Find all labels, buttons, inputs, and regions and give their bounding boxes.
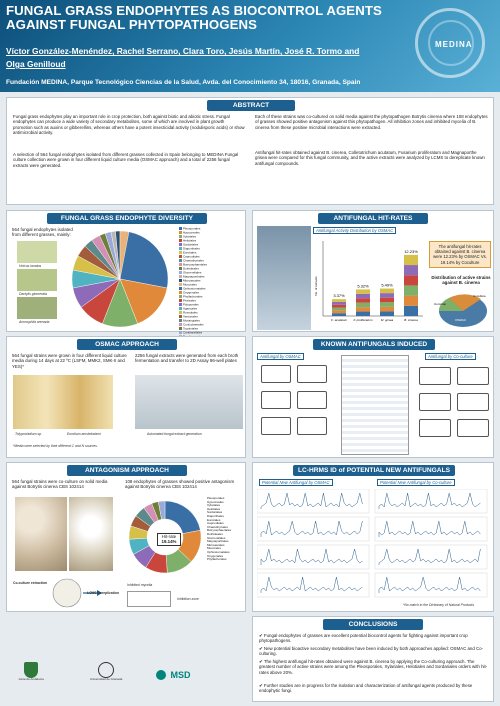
- bar-column: [332, 299, 346, 316]
- spectrum-frame: [257, 517, 369, 541]
- conclusions-title: CONCLUSIONS: [323, 619, 423, 630]
- structure-6: [297, 417, 327, 435]
- pie-label-coculture: Coculture: [473, 294, 486, 298]
- bar-segment: [404, 275, 418, 285]
- chart-title: Antifungal Activity Distribution by OSMAC: [313, 227, 396, 234]
- legend-swatch: [179, 283, 182, 286]
- spectrum-frame: [257, 489, 369, 513]
- antagonism-legend-item: Microascales: [207, 542, 225, 547]
- logo-ugr-text: Universidad de Granada: [89, 677, 123, 681]
- legend-label: Phyllachorales: [183, 294, 203, 299]
- legend-swatch: [179, 247, 182, 250]
- osmac-title: OSMAC APPROACH: [77, 339, 177, 350]
- antagonism-legend-item: Mucorales: [207, 546, 221, 551]
- bar-segment: [356, 298, 370, 302]
- legend-swatch: [179, 315, 182, 318]
- medina-logo: MEDINA: [435, 40, 473, 49]
- legend-label: Pleosporales: [183, 226, 201, 231]
- poster-header: [0, 0, 500, 92]
- structure-8: [457, 367, 489, 385]
- legend-swatch: [179, 239, 182, 242]
- pie-title: Distribution of active strains against B. cinerea: [431, 275, 491, 286]
- cap-coculture-extraction: Co-culture extraction: [13, 581, 48, 585]
- active-strains-pie: [433, 289, 491, 331]
- legend-swatch: [179, 291, 182, 294]
- logo-msd: [156, 666, 216, 684]
- bar-segment: [332, 313, 346, 316]
- bar-segment: [380, 298, 394, 303]
- bar-segment: [332, 305, 346, 308]
- footer-logos: [6, 654, 246, 702]
- legend-label: Venturiales: [183, 314, 198, 319]
- cap-inhibition-zone: Inhibition zone: [177, 597, 199, 601]
- antagonism-legend-item: Sordariales: [207, 510, 223, 515]
- bar-value-label: 5.32%: [357, 283, 369, 289]
- donut-slice: [165, 501, 200, 534]
- antagonism-legend-item: Ophiostomatales: [207, 549, 230, 554]
- hitrates-title: ANTIFUNGAL HIT-RATES: [318, 213, 428, 224]
- logo-junta: [16, 662, 46, 682]
- legend-swatch: [179, 227, 182, 230]
- spectrum-frame: [375, 573, 487, 597]
- spectrum-panel: [375, 545, 487, 569]
- legend-label: Polyporales: [183, 302, 199, 307]
- legend-swatch: [179, 299, 182, 302]
- petri-dishes-photo: [15, 497, 67, 571]
- spectrum-frame: [375, 545, 487, 569]
- bar-category-label: B. cinerea: [404, 318, 418, 322]
- bar-segment: [404, 306, 418, 316]
- legend-label: Glomerellales: [183, 270, 202, 275]
- legend-swatch: [179, 235, 182, 238]
- conclusion-4: ✔ Further studies are in progress for the isolation and characterization of antifungal agents produced by these endophytic fungi.: [259, 683, 473, 694]
- legend-swatch: [179, 255, 182, 258]
- antagonism-legend-item: Glomerellales: [207, 535, 226, 540]
- legend-swatch: [179, 263, 182, 266]
- bar-column: [356, 289, 370, 316]
- legend-label: Sordariales: [183, 242, 199, 247]
- bar-value-label: 3.37%: [333, 293, 345, 299]
- venn-heatmap: [341, 355, 409, 455]
- order-pie: [72, 231, 168, 327]
- lchrms-spectra: [257, 489, 491, 601]
- legend-label: Chaetothyriales: [183, 258, 204, 263]
- bar-segment: [356, 312, 370, 316]
- logo-ugr: [86, 662, 126, 682]
- bar-category-label: F. proliferatum: [353, 318, 373, 322]
- spectrum-panel: [257, 573, 369, 597]
- antagonism-legend-item: Botryosphaeriales: [207, 528, 232, 533]
- antagonism-p1: 564 fungal strains were co-culture on solid media against Botrytis cinerea CBS 102414: [12, 479, 108, 490]
- known-title: KNOWN ANTIFUNGALS INDUCED: [313, 339, 435, 350]
- lchrms-note: *No match in the Dictionary of Natural Products: [403, 603, 475, 607]
- institution: Fundación MEDINA, Parque Tecnológico Ciencias de la Salud, Avda. del Conocimiento 34, 18016, Granada, Spain: [6, 79, 361, 86]
- spectrum-panel: [375, 517, 487, 541]
- chart-ylabel: No. of extracts: [314, 276, 318, 296]
- bar-category-label: C. acutatum: [330, 318, 348, 322]
- bar-segment: [404, 285, 418, 295]
- legend-label: Hypocreales: [183, 230, 200, 235]
- conclusion-3-text: The highest antifungal hit-rates obtained were against B. cinerea by applying the Co-culturing approach. The greatest number of active strains were among the Pleosporales, Xylariales, Helotiales and Sordariales orders with hit-rates above 20%.: [259, 659, 488, 675]
- known-left-head: Antifungal by OSMAC: [257, 353, 304, 360]
- pie-label-common: Common: [434, 302, 447, 306]
- antagonism-legend-item: Eurotiales: [207, 517, 221, 522]
- antagonism-legend-item: Onygenales: [207, 553, 224, 558]
- osmac-section: [6, 336, 246, 458]
- antagonism-section: [6, 462, 246, 612]
- plant-caption-2: Dactylis glomerata: [19, 292, 47, 296]
- diversity-intro: 564 fungal endophytes isolated from different grasses, mainly:: [12, 227, 73, 238]
- bar-column: [404, 255, 418, 316]
- bar-segment: [380, 307, 394, 312]
- abstract-title: ABSTRACT: [207, 100, 295, 111]
- osmac-caption-1: Tolypocladium sp.: [15, 432, 43, 436]
- diversity-title: FUNGAL GRASS ENDOPHYTE DIVERSITY: [47, 213, 207, 224]
- microplate-photo: [257, 226, 311, 330]
- bar-segment: [380, 293, 394, 298]
- pie-label-osmac: OSMAC: [455, 318, 467, 322]
- legend-label: Eurotiales: [183, 250, 197, 255]
- legend-label: Pezizales: [183, 298, 196, 303]
- legend-swatch: [179, 287, 182, 290]
- bar-segment: [332, 299, 346, 302]
- authors-line-1: Víctor González-Menéndez, Rachel Serrano, Clara Toro, Jesús Martín, José R. Tormo and: [6, 46, 360, 56]
- spectrum-frame: [257, 545, 369, 569]
- spectrum-frame: [375, 517, 487, 541]
- hit-rate-label-text: Hit-rate: [161, 534, 177, 539]
- legend-swatch: [179, 327, 182, 330]
- legend-swatch: [179, 267, 182, 270]
- legend-swatch: [179, 323, 182, 326]
- bar-segment: [356, 303, 370, 307]
- conclusion-1-text: Fungal endophytes of grasses are excellent potential biocontrol agents for fighting against important crop phytopathogens.: [259, 633, 468, 644]
- spectrum-panel: [257, 489, 369, 513]
- antagonism-legend-item: Chaetothyriales: [207, 524, 228, 529]
- spectrum-thumb: [127, 591, 171, 607]
- legend-label: Helotiales: [183, 238, 197, 243]
- bar-category-label: M. grisea: [380, 318, 394, 322]
- abstract-p1: Fungal grass endophytes play an important role in crop protection, both against biotic and abiotic stress. Fungal endophytes can produce a wide variety of secondary metabolites, some of which are involved in plant growth promotion such as auxins or gibberellins, whereas others have a potent insecticidal activity (nodulisporic acids) or show antimicrobial activity.: [13, 114, 245, 135]
- extraction-plate: [53, 579, 81, 607]
- legend-swatch: [179, 275, 182, 278]
- bar-segment: [356, 289, 370, 293]
- structure-7: [419, 367, 451, 385]
- plant-caption-1: Holcus lanatus: [19, 264, 42, 268]
- osmac-caption-2: Eurotium amstelodami: [67, 432, 101, 436]
- antagonism-legend-item: Capnodiales: [207, 521, 224, 526]
- structure-12: [457, 419, 489, 437]
- antagonism-legend-item: Helotiales: [207, 506, 221, 511]
- structure-5: [261, 417, 291, 435]
- legend-swatch: [179, 307, 182, 310]
- legend-label: Dothideales: [183, 266, 199, 271]
- bar-segment: [332, 302, 346, 305]
- cap-lcms: LCMS Dereplication: [87, 591, 120, 595]
- spectrum-frame: [375, 489, 487, 513]
- known-section: [252, 336, 494, 458]
- coculture-photo: [69, 497, 113, 571]
- legend-label: Cantharellales: [183, 330, 203, 335]
- ammophila-photo: [17, 297, 57, 319]
- osmac-p2: 2256 fungal extracts were generated from each broth fermentation and transfer to 2D Assay 96-well plates: [135, 353, 239, 364]
- bar-segment: [356, 294, 370, 298]
- hit-rate-value: 19.14%: [161, 539, 177, 545]
- abstract-p2: A selection of 564 fungal endophytes isolated from different grasses collected in Spain belonging to MEDINA Fungal culture collection were grown in four different liquid culture media (OSMAC approach) and a total of 2256 fungal extracts were generated.: [13, 152, 239, 168]
- structure-10: [457, 393, 489, 411]
- msd-emblem-icon: [156, 670, 166, 680]
- antagonism-legend-item: Hypocreales: [207, 499, 224, 504]
- lchrms-right-head: Potential New Antifungal by Co-culture: [377, 479, 455, 486]
- lchrms-left-head: Potential New Antifungal by OSMAC: [259, 479, 333, 486]
- bar-segment: [332, 310, 346, 313]
- legend-label: Capnodiales: [183, 254, 200, 259]
- bar-segment: [380, 302, 394, 307]
- junta-emblem-icon: [24, 662, 38, 678]
- legend-label: Togniniales: [183, 326, 199, 331]
- legend-swatch: [179, 295, 182, 298]
- antagonism-legend-item: Pleosporales: [207, 496, 225, 500]
- antagonism-legend: [207, 497, 245, 562]
- legend-swatch: [179, 251, 182, 254]
- legend-swatch: [179, 243, 182, 246]
- bar-column: [380, 289, 394, 316]
- poster-title: FUNGAL GRASS ENDOPHYTES AS BIOCONTROL AGENTS AGAINST FUNGAL PHYTOPATHOGENS: [6, 3, 382, 32]
- antagonism-legend-item: Diaporthales: [207, 513, 224, 518]
- legend-label: Agaricales: [183, 306, 198, 311]
- legend-swatch: [179, 319, 182, 322]
- spectrum-panel: [375, 573, 487, 597]
- holcus-photo: [17, 241, 57, 263]
- conclusions-section: [252, 616, 494, 702]
- ugr-emblem-icon: [98, 662, 114, 678]
- known-right-head: Antifungal by Co-culture: [425, 353, 476, 360]
- legend-label: Mucorales: [183, 282, 197, 287]
- legend-label: Xylariales: [183, 234, 197, 239]
- conclusion-3: ✔ The highest antifungal hit-rates obtained were against B. cinerea by applying the Co-culturing approach. The greatest number of active strains were among the Pleosporales, Xylariales, Helotiales and Sordariales orders with hit-rates above 20%.: [259, 659, 488, 675]
- cap-inhibited-mycelia: Inhibited mycelia: [127, 583, 153, 587]
- plant-caption-3: Ammophila arenaria: [19, 320, 50, 324]
- structure-3: [261, 391, 291, 409]
- legend-swatch: [179, 303, 182, 306]
- hit-rate-label: [157, 533, 181, 546]
- hitrate-bar-chart: [313, 236, 425, 331]
- structure-11: [419, 419, 451, 437]
- legend-label: Microascales: [183, 278, 201, 283]
- bar-segment: [404, 296, 418, 306]
- spectrum-panel: [375, 489, 487, 513]
- antagonism-legend-item: Magnaporthales: [207, 539, 229, 544]
- conclusion-2: ✔ New potential bioactive secondary metabolites have been induced by both approaches applied: OSMAC and Co-culturing.: [259, 646, 484, 657]
- bar-segment: [380, 289, 394, 294]
- legend-swatch: [179, 259, 182, 262]
- bar-segment: [332, 308, 346, 311]
- authors-line-2: Olga Genilloud: [6, 59, 66, 69]
- spectrum-frame: [257, 573, 369, 597]
- legend-swatch: [179, 231, 182, 234]
- osmac-caption-3: Automated fungal extract generation: [147, 432, 202, 436]
- legend-swatch: [179, 279, 182, 282]
- abstract-section: [6, 97, 494, 205]
- osmac-p1: 564 fungal strains were grown in four different liquid culture media during 14 days at 22 ºC (LSFM, MMK2, SMK-II and YES)*: [12, 353, 127, 369]
- lchrms-section: [252, 462, 494, 612]
- bar-segment: [356, 307, 370, 311]
- conclusion-4-text: Further studies are in progress for the isolation and characterization of antifungal agents produced by these endophytic fungi.: [259, 683, 473, 694]
- bar-segment: [380, 311, 394, 316]
- logo-junta-text: Junta de Andalucía: [18, 677, 44, 681]
- legend-label: Myriangiales: [183, 318, 200, 323]
- legend-label: Diaporthales: [183, 246, 200, 251]
- legend-label: Ophiostomatales: [183, 286, 206, 291]
- order-legend: [179, 227, 245, 343]
- antagonism-title: ANTAGONISM APPROACH: [67, 465, 187, 476]
- diversity-section: [6, 210, 246, 335]
- logo-msd-text: MSD: [170, 669, 191, 680]
- structure-2: [297, 365, 327, 383]
- antagonism-legend-item: Phyllachorales: [207, 557, 227, 562]
- dactylis-photo: [17, 269, 57, 291]
- abstract-p3: Each of these strains was co-cultured on solid media against the phytopathogen Botrytis cinerea where 108 endophytes of grasses showed positive antagonism against this phytopathogen. All inhibition zones and inhibited mycelia of B. cinerea from these positive microbial interactions were extracted.: [255, 114, 488, 130]
- legend-swatch: [179, 311, 182, 314]
- antagonism-p2: 108 endophytes of grasses showed positive antagonism against Botrytis cinerea CBS 102414: [125, 479, 235, 490]
- authors: [6, 45, 416, 71]
- bar-segment: [404, 265, 418, 275]
- flasks-photo: [13, 375, 113, 429]
- legend-label: Russulales: [183, 310, 198, 315]
- hitrate-callout: The antifungal hit-rates obtained against B. cinerea were 12.23% by OSMAC Vs. 19.14% by Coculture: [429, 241, 491, 268]
- legend-label: Magnaporthales: [183, 274, 205, 279]
- osmac-note: *Media were selected by their different C and N sources.: [13, 444, 98, 448]
- spectrum-panel: [257, 517, 369, 541]
- legend-swatch: [179, 271, 182, 274]
- robot-photo: [135, 375, 243, 429]
- abstract-p4: Antifungal hit-rates obtained against B. cinerea, Colletotrichum acutatum, Fusarium proliferatum and Magnaporthe grisea were compared for this fungal community, and the active extracts were analyzed by LCMS to dereplicate known antifungal compounds.: [255, 150, 485, 166]
- bar-value-label: 5.49%: [381, 282, 393, 288]
- bar-value-label: 12.23%: [404, 248, 418, 254]
- spectrum-panel: [257, 545, 369, 569]
- legend-label: Coniochaetales: [183, 322, 204, 327]
- structure-1: [261, 365, 291, 383]
- hitrates-section: [252, 210, 494, 332]
- legend-swatch: [179, 331, 182, 334]
- legend-label: Botryosphaeriales: [183, 262, 208, 267]
- structure-9: [419, 393, 451, 411]
- order-pie-chart: [65, 226, 175, 332]
- conclusion-1: ✔ Fungal endophytes of grasses are excellent potential biocontrol agents for fighting against important crop phytopathogens.: [259, 633, 468, 644]
- structure-4: [297, 391, 327, 409]
- legend-label: Onygenales: [183, 290, 200, 295]
- antagonism-legend-item: Dothideales: [207, 531, 223, 536]
- bar-segment: [404, 255, 418, 265]
- lchrms-title: LC-HRMS ID of POTENTIAL NEW ANTIFUNGALS: [293, 465, 455, 476]
- conclusion-2-text: New potential bioactive secondary metabolites have been induced by both approaches applied: OSMAC and Co-culturing.: [259, 646, 484, 657]
- antagonism-legend-item: Xylariales: [207, 503, 221, 508]
